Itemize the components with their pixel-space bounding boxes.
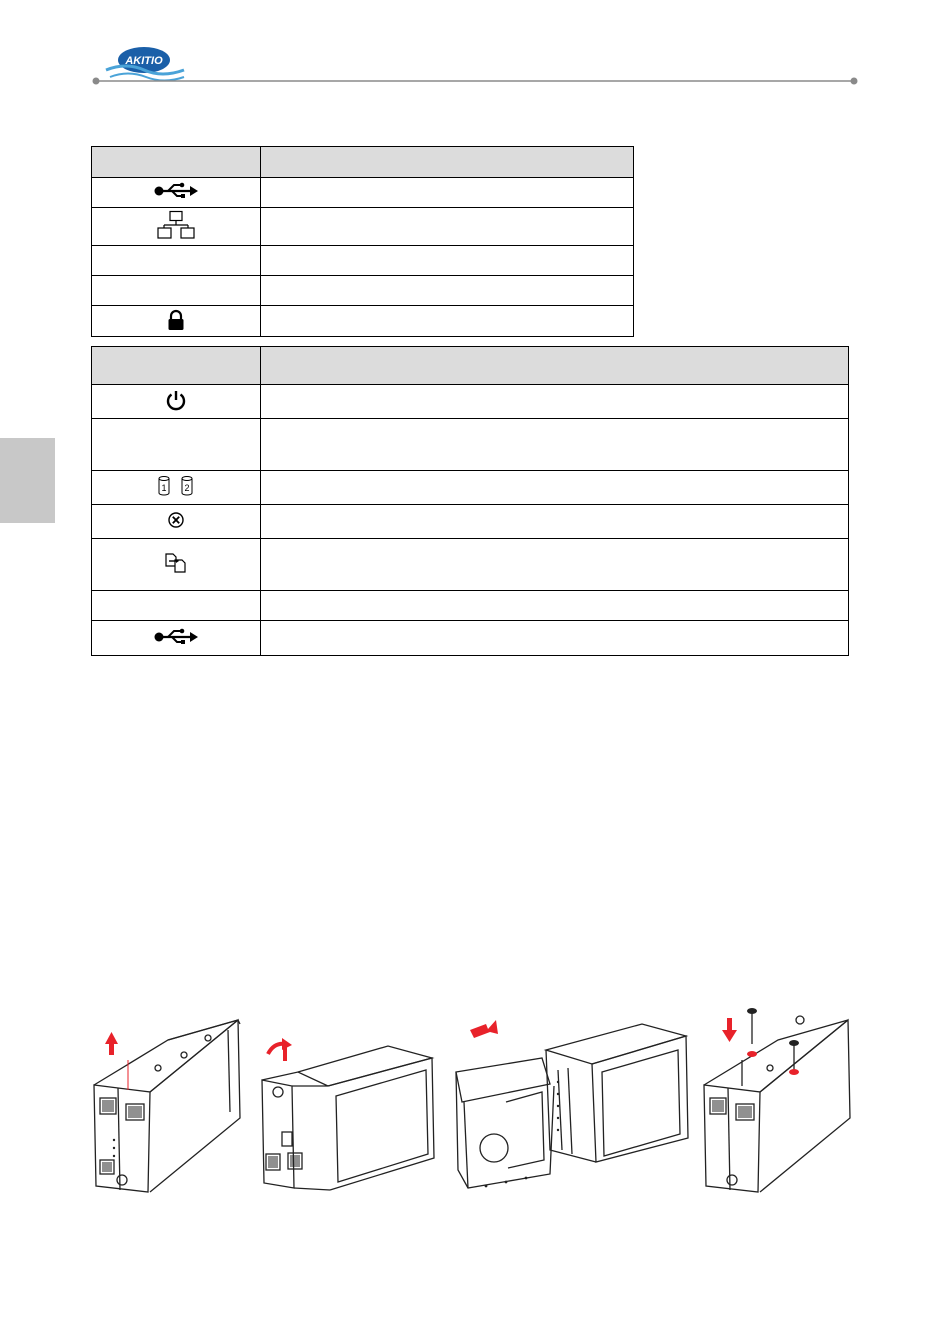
description-cell xyxy=(261,591,849,621)
svg-text:1: 1 xyxy=(161,483,167,493)
illustration-remove-cover xyxy=(258,1028,438,1198)
description-cell xyxy=(261,621,849,656)
usb-icon xyxy=(153,628,199,646)
header-cell xyxy=(92,147,261,178)
table-row xyxy=(92,306,634,337)
description-cell xyxy=(261,539,849,591)
illustration-reinstall-screws xyxy=(700,1000,860,1200)
icon-cell xyxy=(92,539,261,591)
table-row xyxy=(92,621,849,656)
table-row xyxy=(92,246,634,276)
table-row xyxy=(92,385,849,419)
icon-cell xyxy=(92,208,261,246)
table-row xyxy=(92,276,634,306)
icon-cell xyxy=(92,246,261,276)
table-row xyxy=(92,178,634,208)
icon-cell xyxy=(92,621,261,656)
icon-cell xyxy=(92,306,261,337)
arrow-up-icon xyxy=(105,1032,118,1055)
header-cell xyxy=(92,347,261,385)
table-row xyxy=(92,591,849,621)
table-header-row xyxy=(92,147,634,178)
table-row xyxy=(92,539,849,591)
description-cell xyxy=(261,246,634,276)
header-cell xyxy=(261,347,849,385)
drive-1-2-icon xyxy=(156,475,196,497)
icon-cell xyxy=(92,178,261,208)
description-cell xyxy=(261,385,849,419)
network-icon xyxy=(156,210,196,240)
description-cell xyxy=(261,276,634,306)
cancel-icon xyxy=(167,511,185,529)
usb-icon xyxy=(153,182,199,200)
description-cell xyxy=(261,505,849,539)
header-cell xyxy=(261,147,634,178)
icon-cell xyxy=(92,471,261,505)
indicator-table-bottom xyxy=(91,346,849,656)
table-row xyxy=(92,208,634,246)
table-row xyxy=(92,505,849,539)
header-rule xyxy=(92,76,858,86)
icon-cell xyxy=(92,385,261,419)
icon-cell xyxy=(92,505,261,539)
lock-icon xyxy=(167,309,185,331)
arrow-right-icon xyxy=(470,1020,498,1038)
copy-icon xyxy=(164,552,188,574)
icon-cell xyxy=(92,276,261,306)
table-header-row xyxy=(92,347,849,385)
curved-arrow-icon xyxy=(268,1038,292,1061)
arrow-down-icon xyxy=(722,1018,737,1042)
illustration-remove-screws xyxy=(88,1000,248,1200)
table-row xyxy=(92,419,849,471)
logo-text: AKITIO xyxy=(125,55,163,67)
illustration-slide-tray xyxy=(446,1010,694,1200)
description-cell xyxy=(261,208,634,246)
description-cell xyxy=(261,306,634,337)
power-icon xyxy=(165,389,187,411)
description-cell xyxy=(261,419,849,471)
table-row xyxy=(92,471,849,505)
description-cell xyxy=(261,178,634,208)
svg-text:2: 2 xyxy=(184,483,190,493)
indicator-table-top xyxy=(91,146,634,337)
icon-cell xyxy=(92,591,261,621)
description-cell xyxy=(261,471,849,505)
icon-cell xyxy=(92,419,261,471)
chapter-side-tab xyxy=(0,438,55,523)
